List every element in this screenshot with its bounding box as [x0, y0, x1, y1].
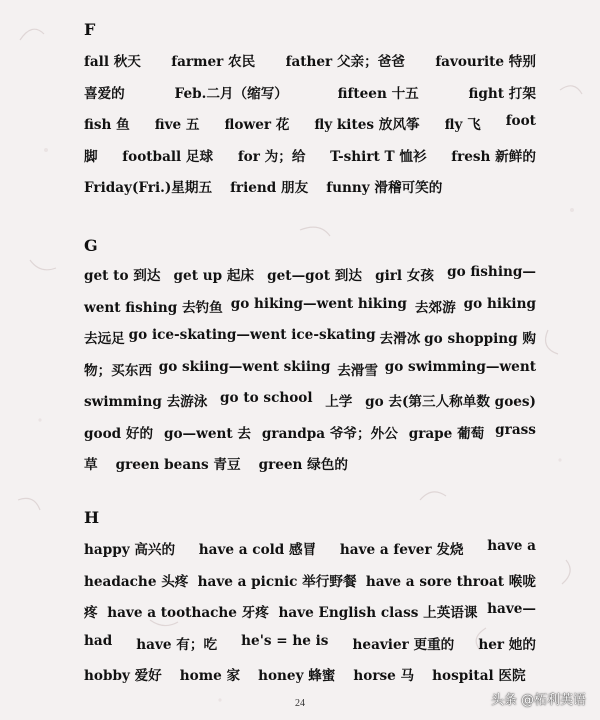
- vocab-line: [84, 538, 536, 558]
- vocab-entry: go swimming—went: [384, 358, 536, 375]
- vocab-entry: for 为；给: [237, 148, 306, 165]
- vocab-line: [84, 664, 536, 684]
- vocab-line: [84, 633, 536, 653]
- vocab-entry: headache 头疼: [84, 573, 189, 590]
- vocab-entry: her 她的: [478, 636, 536, 653]
- vocab-entry: go fishing—: [447, 264, 536, 280]
- vocab-line: [84, 327, 536, 347]
- vocab-line: [84, 50, 536, 70]
- watermark: 头条 @柘利英语: [490, 693, 586, 708]
- vocab-entry: grass: [495, 421, 536, 438]
- vocab-line: [84, 453, 536, 473]
- vocab-entry: have a cold 感冒: [198, 542, 317, 558]
- vocab-entry: have 有；吃: [136, 636, 218, 653]
- vocab-entry: go hiking—went hiking: [230, 295, 407, 312]
- vocab-entry: green 绿色的: [258, 457, 348, 473]
- vocab-entry: have a fever 发烧: [339, 542, 464, 558]
- vocab-entry: football 足球: [122, 148, 214, 165]
- vocab-entry: friend 朋友: [230, 180, 309, 196]
- vocab-line: [84, 390, 536, 410]
- vocab-entry: have a picnic 举行野餐: [197, 573, 357, 590]
- vocab-entry: have English class 上英语课: [278, 605, 478, 621]
- vocab-entry: 物；买东西: [84, 362, 152, 379]
- vocab-entry: favourite 特别: [435, 54, 536, 70]
- vocab-line: [84, 264, 536, 284]
- vocab-line: [84, 113, 536, 133]
- vocab-line: [84, 422, 536, 442]
- vocab-entry: T-shirt T 恤衫: [330, 148, 427, 165]
- vocab-entry: get up 起床: [173, 268, 255, 284]
- vocab-entry: fight 打架: [468, 85, 536, 102]
- vocab-entry: horse 马: [353, 668, 415, 684]
- vocab-entry: flower 花: [224, 117, 290, 133]
- vocab-line: [84, 82, 536, 102]
- vocab-line: [84, 296, 536, 316]
- vocab-entry: have a: [487, 538, 536, 554]
- section-heading-f: F: [84, 20, 96, 39]
- vocab-entry: fresh 新鲜的: [451, 148, 536, 165]
- vocab-entry: farmer 农民: [171, 54, 256, 70]
- section-heading-h: H: [84, 508, 100, 527]
- section-heading-g: G: [84, 236, 98, 255]
- vocab-entry: hospital 医院: [432, 668, 526, 684]
- page-number: 24: [295, 698, 305, 709]
- vocab-line: [84, 145, 536, 165]
- vocab-entry: go ice-skating—went ice-skating: [128, 327, 376, 343]
- vocab-entry: grandpa 爷爷；外公: [261, 425, 398, 442]
- vocab-entry: fall 秋天: [84, 54, 141, 70]
- vocab-entry: five 五: [154, 117, 200, 133]
- vocab-entry: honey 蜂蜜: [258, 668, 336, 684]
- vocab-entry: have a toothache 牙疼: [107, 605, 269, 621]
- vocab-line: [84, 601, 536, 621]
- vocab-entry: 上学: [325, 394, 353, 410]
- vocab-entry: he's = he is: [241, 632, 329, 649]
- vocab-entry: swimming 去游泳: [84, 394, 208, 410]
- vocab-entry: green beans 青豆: [115, 457, 241, 473]
- vocab-entry: hobby 爱好: [84, 668, 162, 684]
- vocab-entry: 去滑雪: [337, 362, 378, 379]
- vocab-entry: get to 到达: [84, 268, 161, 284]
- vocab-entry: girl 女孩: [375, 268, 434, 284]
- vocab-entry: 去郊游: [414, 299, 456, 316]
- vocab-entry: father 父亲；爸爸: [285, 54, 405, 70]
- vocab-entry: Feb.二月（缩写）: [174, 85, 288, 102]
- vocab-entry: go skiing—went skiing: [158, 358, 331, 375]
- vocab-entry: go to school: [220, 390, 313, 406]
- vocab-line: [84, 570, 536, 590]
- vocab-entry: happy 高兴的: [84, 542, 176, 558]
- vocab-entry: fly kites 放风筝: [314, 117, 420, 133]
- vocab-entry: heavier 更重的: [352, 636, 455, 653]
- vocab-line: [84, 176, 536, 196]
- vocab-entry: 去滑冰: [379, 331, 421, 347]
- vocab-entry: fifteen 十五: [337, 85, 419, 102]
- vocab-entry: go—went 去: [163, 425, 251, 442]
- vocab-entry: get—got 到达: [267, 268, 362, 284]
- vocab-entry: had: [84, 632, 113, 649]
- vocab-entry: home 家: [179, 668, 241, 684]
- vocab-entry: 喜爱的: [84, 85, 125, 102]
- vocab-entry: 脚: [84, 148, 98, 165]
- vocab-entry: Friday(Fri.)星期五: [84, 180, 213, 196]
- vocab-entry: fish 鱼: [84, 117, 130, 133]
- vocab-entry: have—: [487, 601, 536, 617]
- vocab-line: [84, 359, 536, 379]
- vocab-entry: go shopping 购: [424, 331, 536, 347]
- vocab-entry: 去远足: [84, 331, 125, 347]
- vocab-entry: 疼: [84, 605, 98, 621]
- vocab-entry: went fishing 去钓鱼: [84, 299, 223, 316]
- vocab-entry: 草: [84, 457, 98, 473]
- vocab-entry: fly 飞: [444, 117, 481, 133]
- vocab-entry: good 好的: [84, 425, 154, 442]
- vocab-entry: have a sore throat 喉咙: [365, 573, 536, 590]
- vocab-entry: foot: [505, 113, 536, 129]
- vocab-entry: funny 滑稽可笑的: [326, 180, 443, 196]
- vocab-entry: grape 葡萄: [408, 425, 485, 442]
- vocab-entry: go 去(第三人称单数 goes): [365, 394, 536, 410]
- vocab-entry: go hiking: [463, 295, 536, 312]
